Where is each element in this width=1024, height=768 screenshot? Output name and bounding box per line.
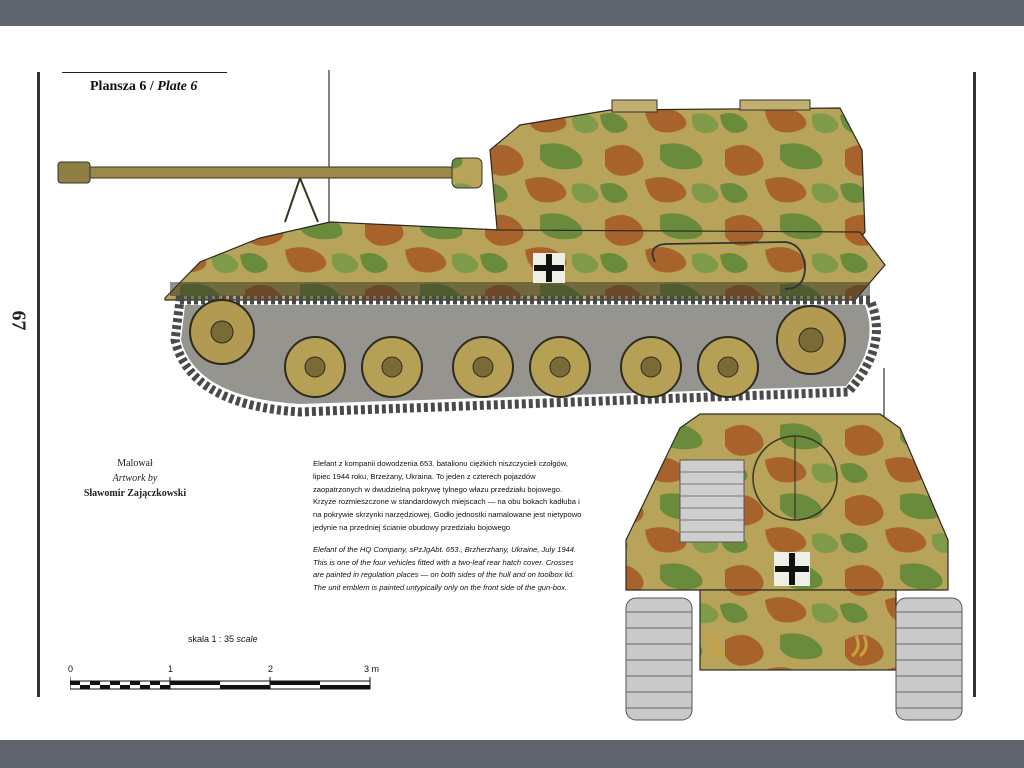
credit-artist-name: Sławomir Zajączkowski <box>83 488 187 499</box>
caption-polish: Elefant z kompanii dowodzenia 653. batalionu ciężkich niszczycieli czołgów, lipiec 1944 roku, Brzeżany, Ukraina. To jeden z czterech pojazdów zaopatrzonych w dwudzielną pokrywę tylnego włazu przedziału bojowego. Krzyże rozmieszczone w standardowych miejscach — na obu bokach kadłuba i na pokrywie skrzynki narzędziowej. Godło jednostki namalowane jest nietypowo jedynie na przedniej ścianie obudowy przedziału bojowego <box>313 459 582 532</box>
credit-label-pl: Malował <box>117 458 153 469</box>
scale-tick-0: 0 <box>68 664 74 674</box>
scale-label-en: scale <box>236 634 258 644</box>
plate-title-separator: / <box>146 79 158 94</box>
scale-label-pl: skala 1 : 35 <box>188 634 235 644</box>
plate-title-en: Plate 6 <box>157 79 198 94</box>
credit-label-en: Artwork by <box>112 473 158 484</box>
plate-caption <box>313 458 583 604</box>
scale-label <box>188 634 258 644</box>
scale-tick-2: 2 <box>268 664 274 674</box>
caption-english: Elefant of the HQ Company, sPzJgAbt. 653., Brzherzhany, Ukraine, July 1944. This is one of the four vehicles fitted with a two-leaf rear hatch cover. Crosses are painted in regulation places — on both sides of the hull and on toolbox lid. The unit emblem is painted untypically only on the front side of the gun-box. <box>313 544 577 593</box>
page-number: 67 <box>7 310 30 331</box>
scale-tick-3: 3 m <box>364 664 380 674</box>
artwork-credit <box>60 456 210 501</box>
plate-title-pl: Plansza 6 <box>90 79 147 94</box>
scale-bar <box>70 677 380 697</box>
balkenkreuz-rear <box>774 552 810 586</box>
scale-tick-1: 1 <box>168 664 174 674</box>
